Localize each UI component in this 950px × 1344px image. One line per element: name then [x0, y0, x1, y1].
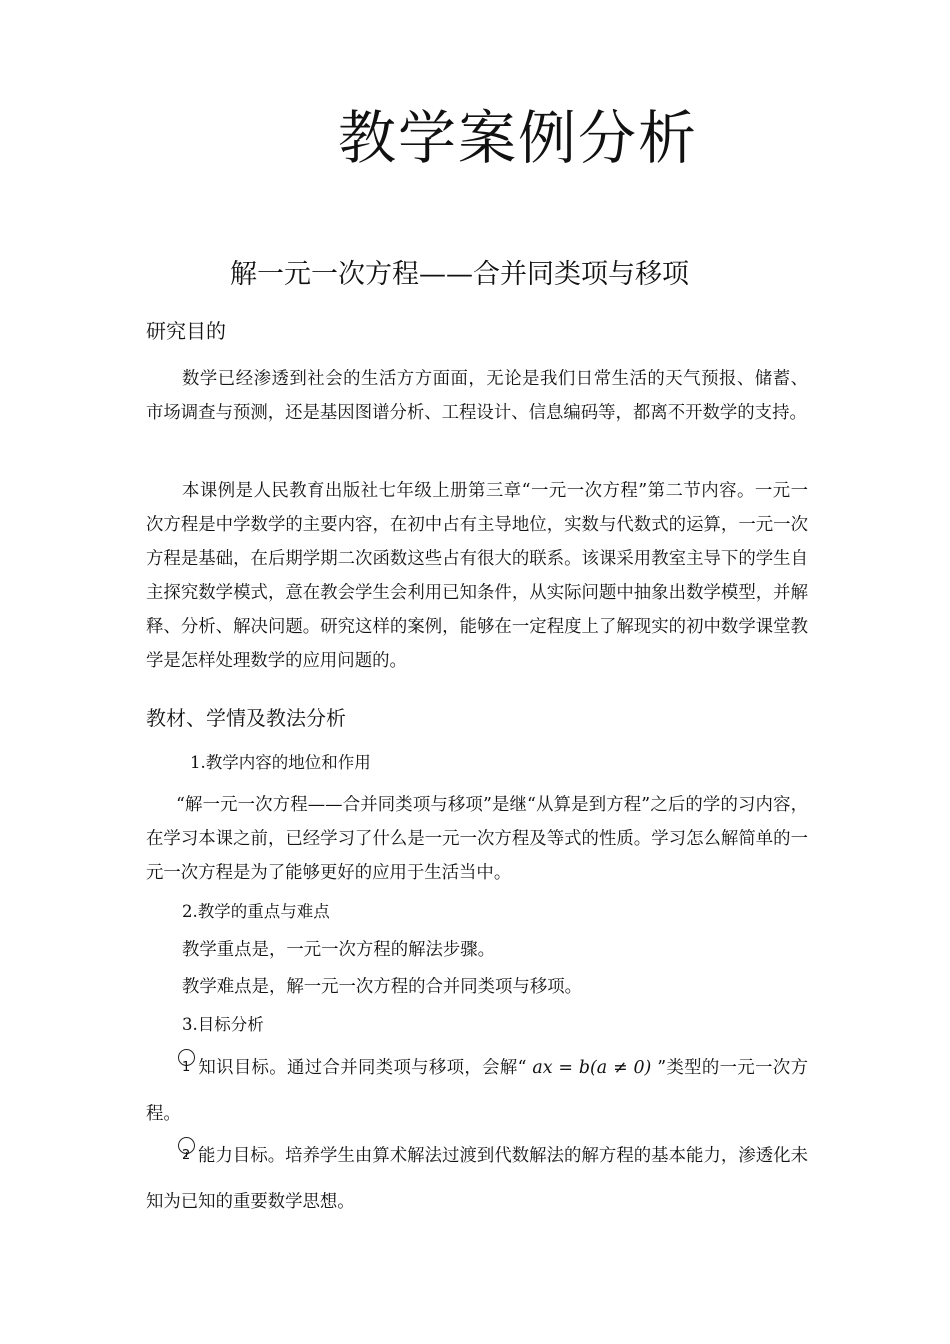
- page-title: 教学案例分析: [338, 104, 699, 172]
- circled-number-icon: 2: [176, 1139, 198, 1165]
- circled-number-icon: 1: [176, 1051, 198, 1077]
- item-title-position: 1.教学内容的地位和作用: [190, 753, 371, 772]
- goal-ability-text: 能力目标。培养学生由算术解法过渡到代数解法的解方程的基本能力，渗透化未知为已知的重要数学思想。: [146, 1146, 808, 1212]
- goal-knowledge-text-before: 知识目标。通过合并同类项与移项，会解“: [198, 1058, 527, 1078]
- difficult-point-text: 教学难点是，解一元一次方程的合并同类项与移项。: [182, 977, 582, 997]
- item-title-key-points: 2.教学的重点与难点: [182, 902, 330, 921]
- section-heading-purpose: 研究目的: [146, 319, 226, 343]
- key-point-text: 教学重点是，一元一次方程的解法步骤。: [182, 940, 496, 960]
- paragraph-purpose-2: 本课例是人民教育出版社七年级上册第三章“一元一次方程”第二节内容。一元一次方程是中学数学的主要内容，在初中占有主导地位，实数与代数式的运算，一元一次方程是基础，在后期学期二次函数这些占有很大的联系。该课采用教室主导下的学生自主探究数学模式，意在教会学生会利用已知条件，从实际问题中抽象出数学模型，并解释、分析、解决问题。研究这样的案例，能够在一定程度上了解现实的初中数学课堂教学是怎样处理数学的应用问题的。: [146, 481, 808, 671]
- lesson-subtitle: 解一元一次方程——合并同类项与移项: [230, 259, 689, 290]
- paragraph-purpose-1: 数学已经渗透到社会的生活方方面面，无论是我们日常生活的天气预报、储蓄、市场调查与预测，还是基因图谱分析、工程设计、信息编码等，都离不开数学的支持。: [146, 369, 808, 423]
- goal-knowledge-text-after: ”类型的一元一次方程。: [146, 1058, 808, 1124]
- item-title-goals: 3.目标分析: [182, 1015, 264, 1034]
- section-heading-analysis: 教材、学情及教法分析: [146, 706, 346, 730]
- paragraph-position: “解一元一次方程——合并同类项与移项”是继“从算是到方程”之后的学的习内容，在学习本课之前，已经学习了什么是一元一次方程及等式的性质。学习怎么解简单的一元一次方程是为了能够更好的应用于生活当中。: [146, 795, 808, 883]
- equation-formula: ax = b(a ≠ 0): [526, 1058, 658, 1078]
- goal-knowledge: [146, 1045, 808, 1137]
- goal-ability: [146, 1133, 808, 1225]
